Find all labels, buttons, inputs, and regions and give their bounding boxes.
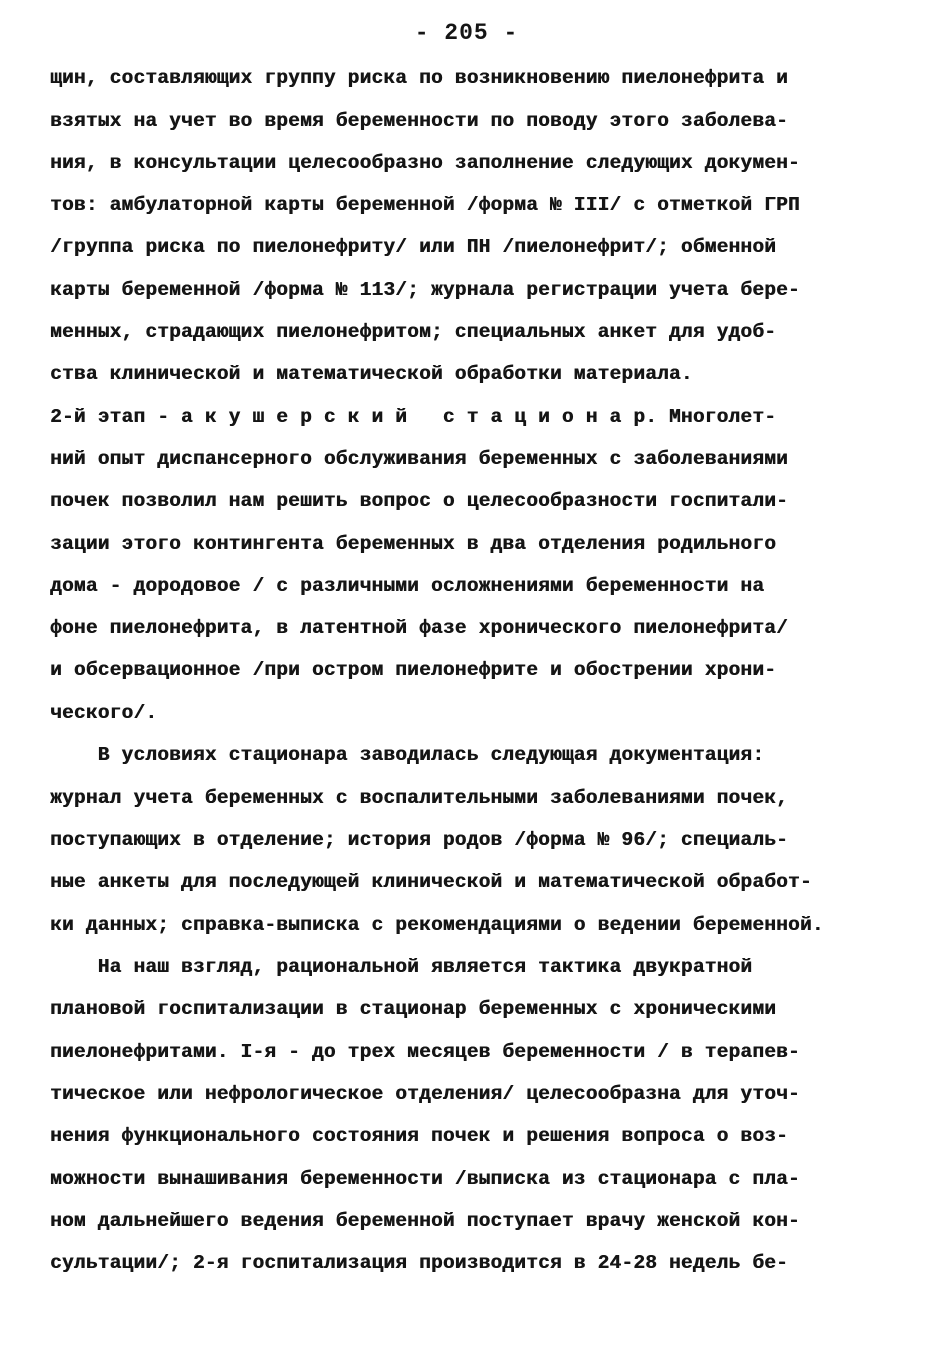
text-line-16: ческого/. — [50, 702, 158, 724]
text-line-21: ки данных; справка-выписка с рекомендациями о ведении беременной. — [50, 914, 824, 936]
text-line-19: поступающих в отделение; история родов /форма № 96/; специаль- — [50, 829, 788, 851]
text-line-14: фоне пиелонефрита, в латентной фазе хронического пиелонефрита/ — [50, 617, 788, 639]
text-line-4: тов: амбулаторной карты беременной /форма № III/ с отметкой ГРП — [50, 194, 800, 216]
text-line-3: ния, в консультации целесообразно заполнение следующих докумен- — [50, 152, 800, 174]
text-line-15: и обсервационное /при остром пиелонефрите и обострении хрони- — [50, 659, 777, 681]
text-line-2: взятых на учет во время беременности по поводу этого заболева- — [50, 110, 788, 132]
text-line-25: тическое или нефрологическое отделения/ целесообразна для уточ- — [50, 1083, 800, 1105]
text-line-9: 2-й этап - а к у ш е р с к и й с т а ц и о н а р. Многолет- — [50, 406, 777, 428]
text-line-28: ном дальнейшего ведения беременной поступает врачу женской кон- — [50, 1210, 800, 1232]
text-line-7: менных, страдающих пиелонефритом; специальных анкет для удоб- — [50, 321, 777, 343]
text-line-22: На наш взгляд, рациональной является тактика двукратной — [50, 956, 753, 978]
text-line-20: ные анкеты для последующей клинической и математической обработ- — [50, 871, 812, 893]
text-line-12: зации этого контингента беременных в два отделения родильного — [50, 533, 777, 555]
page-number: - 205 - — [414, 20, 519, 46]
text-line-11: почек позволил нам решить вопрос о целесообразности госпитали- — [50, 490, 788, 512]
text-line-27: можности вынашивания беременности /выписка из стационара с пла- — [50, 1168, 800, 1190]
text-line-23: плановой госпитализации в стационар беременных с хроническими — [50, 998, 777, 1020]
text-line-10: ний опыт диспансерного обслуживания беременных с заболеваниями — [50, 448, 788, 470]
text-line-8: ства клинической и математической обработки материала. — [50, 363, 693, 385]
text-line-29: сультации/; 2-я госпитализация производится в 24-28 недель бе- — [50, 1252, 788, 1274]
text-line-6: карты беременной /форма № 113/; журнала регистрации учета бере- — [50, 279, 800, 301]
text-line-5: /группа риска по пиелонефриту/ или ПН /пиелонефрит/; обменной — [50, 236, 777, 258]
text-line-18: журнал учета беременных с воспалительными заболеваниями почек, — [50, 787, 788, 809]
text-line-13: дома - дородовое / с различными осложнениями беременности на — [50, 575, 765, 597]
text-line-26: нения функционального состояния почек и решения вопроса о воз- — [50, 1125, 788, 1147]
text-line-1: щин, составляющих группу риска по возникновению пиелонефрита и — [50, 67, 788, 89]
text-line-17: В условиях стационара заводилась следующая документация: — [50, 744, 765, 766]
text-line-24: пиелонефритами. I-я - до трех месяцев беременности / в терапев- — [50, 1041, 800, 1063]
